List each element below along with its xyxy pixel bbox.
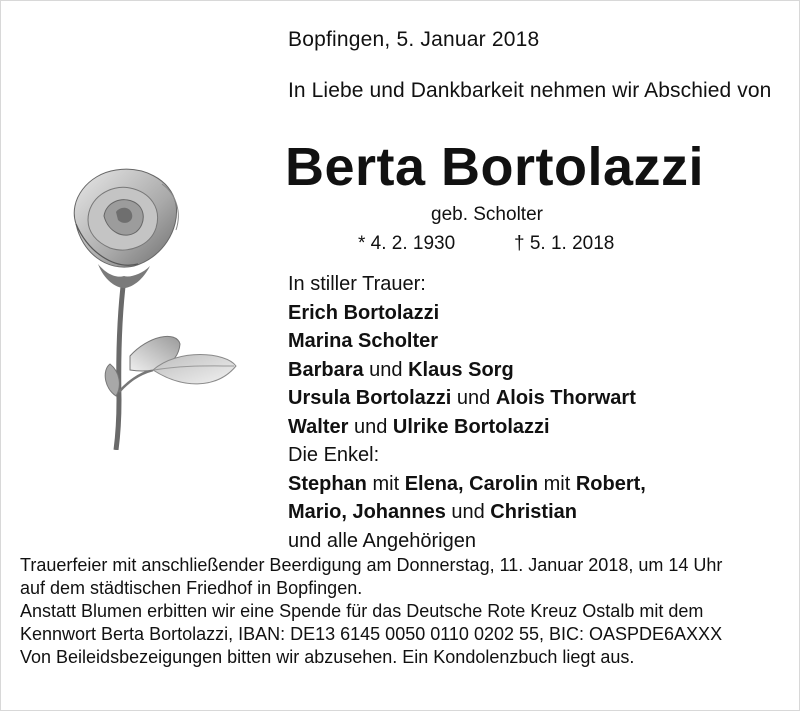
- list-item: [288, 299, 646, 328]
- condolence-line: Von Beileidsbezeigungen bitten wir abzusehen. Ein Kondolenzbuch liegt aus.: [20, 647, 635, 667]
- intro-line: In Liebe und Dankbarkeit nehmen wir Abschied von: [288, 79, 772, 102]
- funeral-info: [20, 554, 780, 669]
- mourner-name: Erich Bortolazzi: [288, 301, 440, 324]
- birth-date: * 4. 2. 1930: [358, 233, 456, 254]
- conjunction: und: [363, 358, 409, 381]
- funeral-line: Trauerfeier mit anschließender Beerdigung am Donnerstag, 11. Januar 2018, um 14 Uhr: [20, 555, 723, 575]
- mourner-name: Marina Scholter: [288, 330, 439, 352]
- grandchildren-heading: Die Enkel:: [288, 444, 380, 466]
- list-item: [288, 498, 646, 527]
- conjunction: mit: [538, 472, 576, 495]
- mourner-name: Mario, Johannes: [288, 501, 446, 523]
- mourner-name: Walter: [288, 415, 349, 438]
- mourner-name: Alois Thorwart: [495, 387, 636, 409]
- mourner-name: Stephan: [288, 472, 367, 495]
- mourner-name: Klaus Sorg: [408, 358, 514, 381]
- list-item: [288, 356, 646, 385]
- mourner-name: Ursula Bortolazzi: [288, 387, 452, 409]
- list-item: [288, 470, 646, 499]
- conjunction: und: [348, 415, 393, 438]
- mourners-heading: In stiller Trauer:: [288, 273, 426, 295]
- death-date: † 5. 1. 2018: [514, 233, 615, 254]
- mourner-name: Elena, Carolin: [404, 472, 539, 495]
- rose-image: [58, 160, 268, 450]
- donation-line: Anstatt Blumen erbitten wir eine Spende für das Deutsche Rote Kreuz Ostalb mit dem: [20, 601, 704, 621]
- mourners-list: [288, 270, 646, 555]
- mourner-name: Christian: [490, 501, 577, 523]
- closing-line: und alle Angehörigen: [288, 529, 476, 552]
- funeral-line: auf dem städtischen Friedhof in Bopfingen.: [20, 578, 363, 598]
- list-item: [288, 384, 646, 413]
- list-item: [288, 327, 646, 356]
- date-line: Bopfingen, 5. Januar 2018: [288, 28, 540, 51]
- mourner-name: Barbara: [288, 358, 364, 381]
- donation-line: Kennwort Berta Bortolazzi, IBAN: DE13 6145 0050 0110 0202 55, BIC: OASPDE6AXXX: [20, 624, 723, 644]
- list-item: [288, 413, 646, 442]
- birth-name: geb. Scholter: [431, 204, 543, 225]
- conjunction: mit: [366, 472, 405, 495]
- mourner-name: Robert,: [575, 472, 646, 495]
- conjunction: und: [451, 387, 496, 409]
- mourner-name: Ulrike Bortolazzi: [392, 415, 550, 438]
- conjunction: und: [445, 501, 491, 523]
- deceased-name: Berta Bortolazzi: [285, 137, 705, 197]
